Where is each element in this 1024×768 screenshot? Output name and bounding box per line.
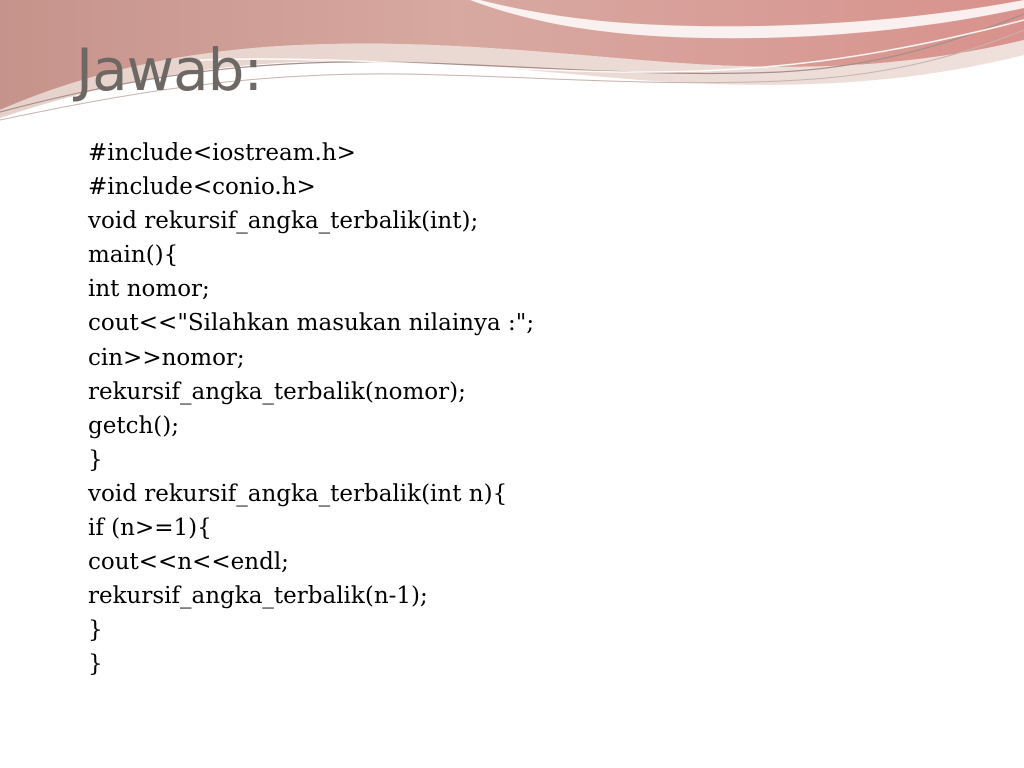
code-line: cout<<"Silahkan masukan nilainya :";: [88, 310, 535, 337]
slide-title: Jawab:: [76, 36, 262, 104]
code-line: cout<<n<<endl;: [88, 549, 289, 576]
code-listing: [88, 136, 534, 682]
code-line: void rekursif_angka_terbalik(int n){: [88, 480, 508, 507]
code-line: }: [88, 446, 103, 473]
code-line: rekursif_angka_terbalik(n-1);: [88, 583, 428, 610]
code-line: #include<conio.h>: [88, 174, 316, 201]
code-line: #include<iostream.h>: [88, 140, 356, 166]
code-line: if (n>=1){: [88, 515, 212, 542]
code-line: cin>>nomor;: [88, 344, 245, 371]
code-line: void rekursif_angka_terbalik(int);: [88, 208, 479, 235]
code-line: main(){: [88, 242, 179, 269]
code-line: rekursif_angka_terbalik(nomor);: [88, 378, 466, 405]
code-line: }: [88, 617, 103, 644]
code-line: int nomor;: [88, 276, 210, 303]
code-line: getch();: [88, 412, 179, 439]
code-line: }: [88, 651, 103, 678]
